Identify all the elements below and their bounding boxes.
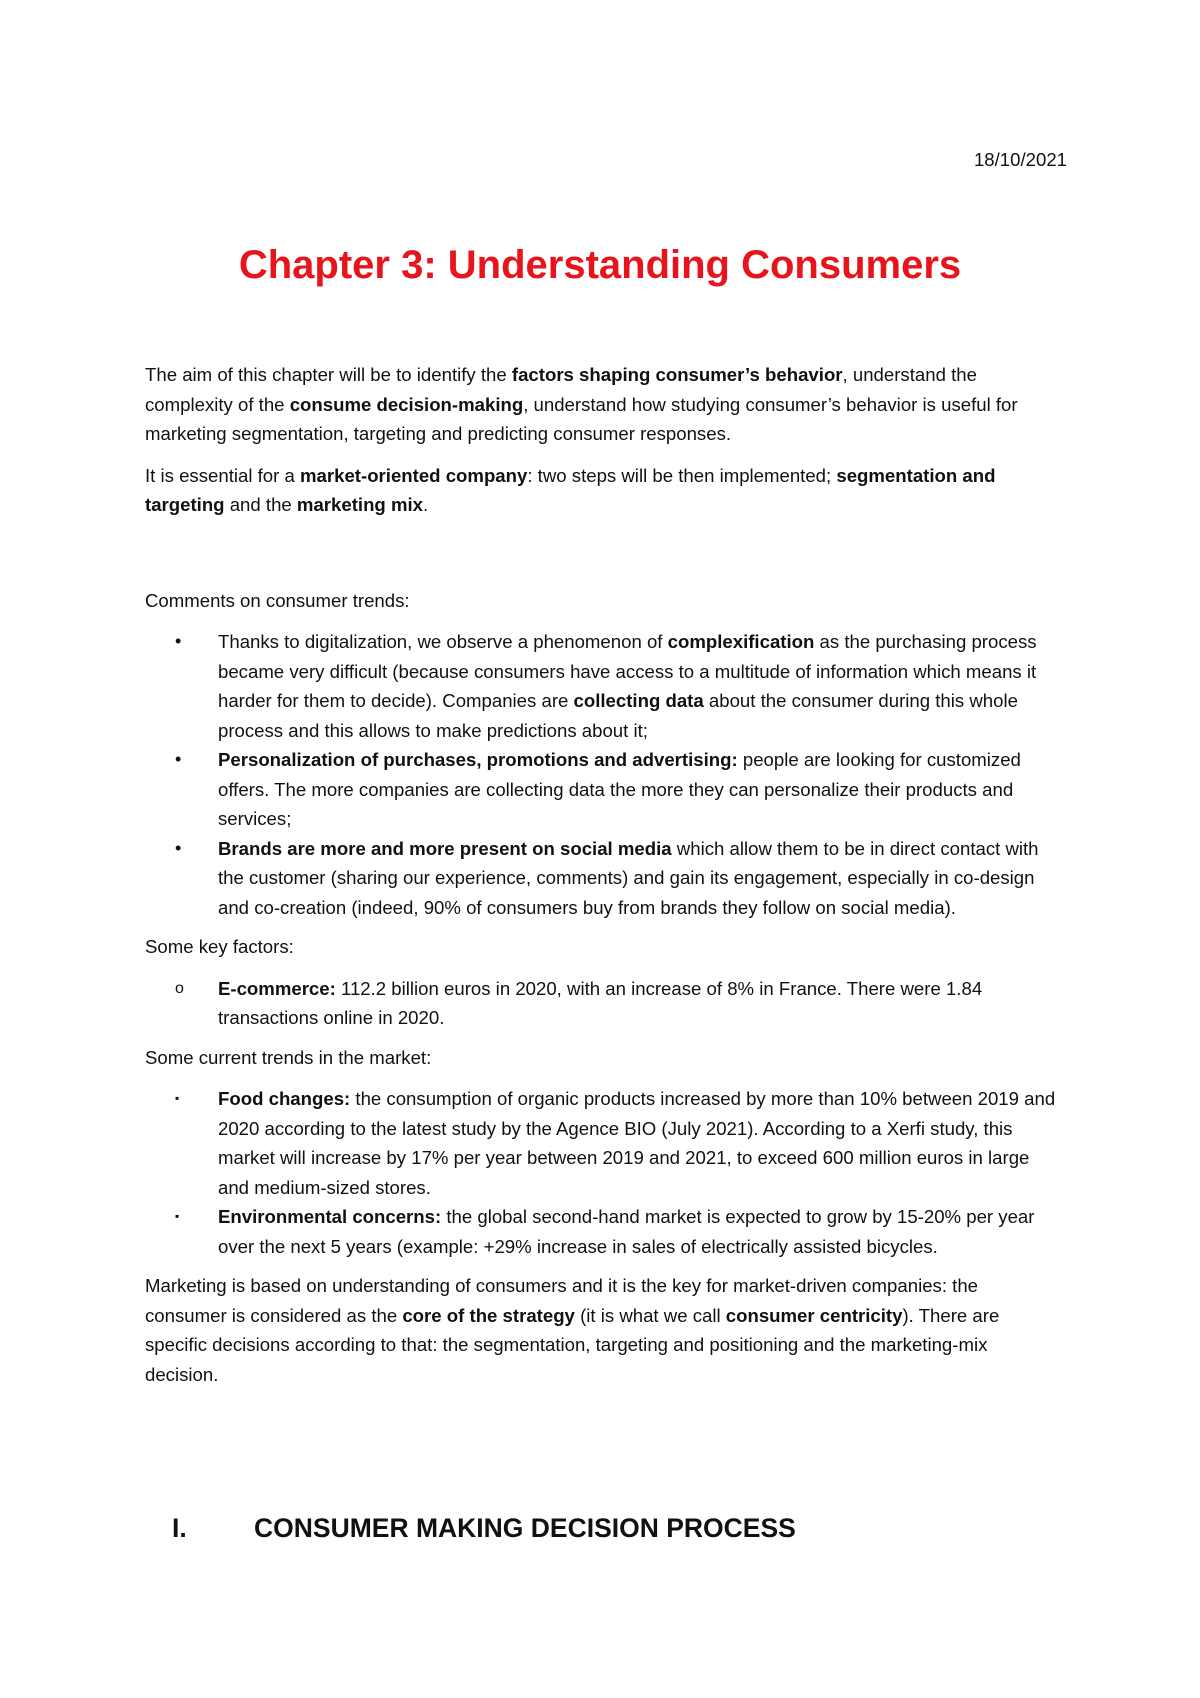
bullet-square-icon: ▪ bbox=[175, 1209, 180, 1223]
spacer bbox=[145, 532, 1060, 586]
factors-list bbox=[145, 974, 1060, 1033]
closing-paragraph: Marketing is based on understanding of consumers and it is the key for market-driven companies: the consumer is considered as the core of the strategy (it is what we call consumer centricity). There are specific decisions according to that: the segmentation, targeting and positioning and the marketing-mix decision. bbox=[145, 1275, 1000, 1385]
section-title: CONSUMER MAKING DECISION PROCESS bbox=[254, 1513, 796, 1543]
list-item: ▪ Food changes: the consumption of organic products increased by more than 10% between 2019 and 2020 according to the latest study by the Agence BIO (July 2021). According to a Xerfi study, this market will increase by 17% per year between 2019 and 2021, to exceed 600 million euros in large and medium-sized stores. bbox=[145, 1084, 1060, 1202]
bullet-square-icon: ▪ bbox=[175, 1091, 180, 1105]
section-heading bbox=[172, 1510, 1072, 1546]
factors-heading: Some key factors: bbox=[145, 936, 294, 957]
list-item: o E-commerce: 112.2 billion euros in 2020, with an increase of 8% in France. There were 1.84 transactions online in 2020. bbox=[145, 974, 1060, 1033]
list-item: ▪ Environmental concerns: the global second-hand market is expected to grow by 15-20% per year over the next 5 years (example: +29% increase in sales of electrically assisted bicycles. bbox=[145, 1202, 1060, 1261]
list-item: • Personalization of purchases, promotions and advertising: people are looking for customized offers. The more companies are collecting data the more they can personalize their products and services; bbox=[145, 745, 1060, 834]
document-body bbox=[145, 360, 1060, 1401]
market-heading: Some current trends in the market: bbox=[145, 1046, 432, 1068]
chapter-title: Chapter 3: Understanding Consumers bbox=[238, 243, 962, 287]
market-list bbox=[145, 1084, 1060, 1261]
trends-list bbox=[145, 627, 1060, 922]
bullet-dot-icon: • bbox=[175, 631, 182, 651]
bullet-circle-icon: o bbox=[175, 979, 184, 997]
list-item: • Thanks to digitalization, we observe a phenomenon of complexification as the purchasing process became very difficult (because consumers have access to a multitude of information which means it harder for them to decide). Companies are collecting data about the consumer during this whole process and this allows to make predictions about it; bbox=[145, 627, 1060, 745]
section-number: I. bbox=[172, 1513, 187, 1543]
list-item: • Brands are more and more present on social media which allow them to be in direct contact with the customer (sharing our experience, comments) and gain its engagement, especially in co-design and co-creation (indeed, 90% of consumers buy from brands they follow on social media). bbox=[145, 834, 1060, 923]
intro-paragraph-1: The aim of this chapter will be to identify the factors shaping consumer’s behavior, understand the complexity of the consume decision-making, understand how studying consumer’s behavior is useful for marketing segmentation, targeting and predicting consumer responses. bbox=[145, 364, 1018, 444]
bullet-dot-icon: • bbox=[175, 749, 182, 769]
document-date: 18/10/2021 bbox=[973, 149, 1067, 170]
bullet-dot-icon: • bbox=[175, 837, 182, 858]
intro-paragraph-2: It is essential for a market-oriented company: two steps will be then implemented; segmentation and targeting and the marketing mix. bbox=[145, 464, 996, 515]
trends-heading: Comments on consumer trends: bbox=[145, 589, 410, 611]
